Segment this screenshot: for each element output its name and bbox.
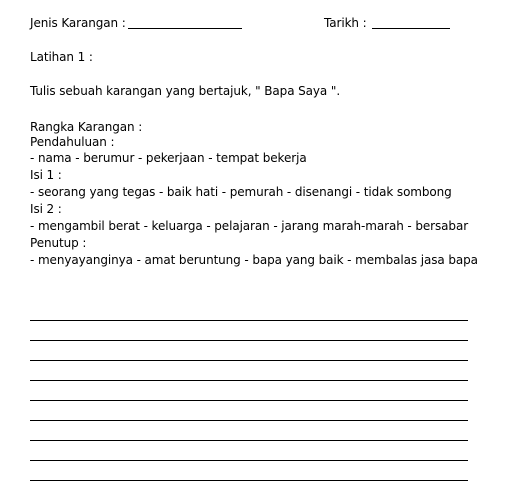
section-label-conclusion: Penutup : xyxy=(30,236,87,250)
outline-heading: Rangka Karangan : xyxy=(30,120,143,134)
genre-label: Jenis Karangan : xyxy=(30,16,126,30)
genre-blank-field[interactable] xyxy=(128,28,242,29)
section-points-content-1: - seorang yang tegas - baik hati - pemurah - disenangi - tidak sombong xyxy=(30,185,452,199)
writing-line[interactable] xyxy=(30,440,468,441)
writing-line[interactable] xyxy=(30,400,468,401)
exercise-title: Latihan 1 : xyxy=(30,50,93,64)
section-points-content-2: - mengambil berat - keluarga - pelajaran - jarang marah-marah - bersabar xyxy=(30,219,469,233)
writing-line[interactable] xyxy=(30,320,468,321)
date-blank-field[interactable] xyxy=(372,28,450,29)
writing-line[interactable] xyxy=(30,360,468,361)
writing-line[interactable] xyxy=(30,380,468,381)
section-label-content-2: Isi 2 : xyxy=(30,202,62,216)
section-label-introduction: Pendahuluan : xyxy=(30,135,115,149)
writing-line[interactable] xyxy=(30,420,468,421)
writing-line[interactable] xyxy=(30,460,468,461)
writing-line[interactable] xyxy=(30,340,468,341)
date-label: Tarikh : xyxy=(324,16,367,30)
section-label-content-1: Isi 1 : xyxy=(30,168,62,182)
section-points-conclusion: - menyayanginya - amat beruntung - bapa yang baik - membalas jasa bapa xyxy=(30,253,478,267)
writing-line[interactable] xyxy=(30,480,468,481)
section-points-introduction: - nama - berumur - pekerjaan - tempat bekerja xyxy=(30,151,307,165)
essay-instruction: Tulis sebuah karangan yang bertajuk, " Bapa Saya ". xyxy=(30,84,341,98)
